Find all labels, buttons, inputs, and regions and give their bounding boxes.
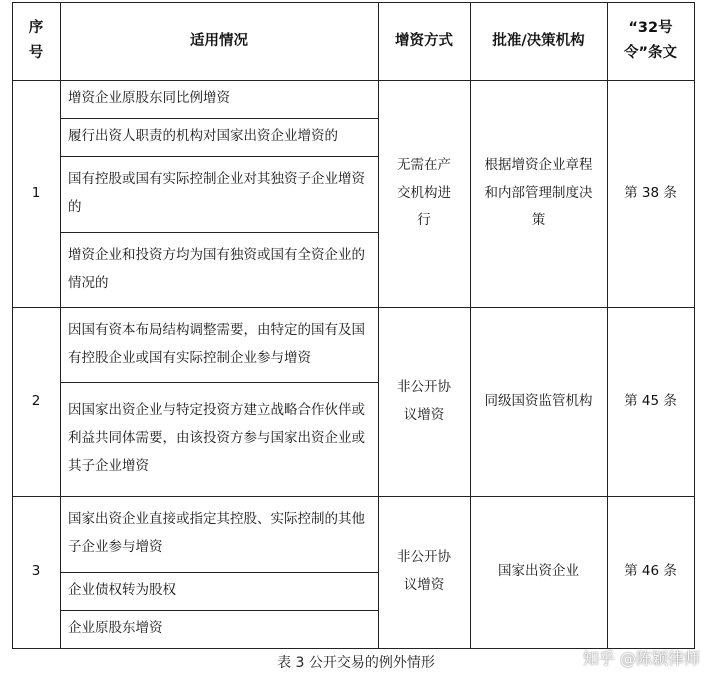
situation-item: 企业原股东增资 [68, 620, 163, 637]
row-number: 3 [31, 563, 41, 580]
situation-item: 增资企业原股东同比例增资 [68, 90, 230, 107]
article-cell: 第 45 条 [624, 392, 677, 409]
header-method: 增资方式 [395, 32, 453, 49]
header-situation: 适用情况 [190, 32, 248, 49]
table-rule [60, 156, 378, 157]
header-article: “32号令”条文 [623, 20, 678, 61]
table-rule [12, 80, 695, 81]
method-cell: 无需在产交机构进行 [397, 156, 451, 229]
table-rule [60, 572, 378, 573]
table-caption: 表 3 公开交易的例外情形 [277, 655, 435, 671]
approver-cell: 国家出资企业 [498, 563, 579, 580]
table-rule [12, 2, 695, 3]
table-rule [12, 307, 695, 308]
situation-item: 国有控股或国有实际控制企业对其独资子企业增资的 [68, 171, 365, 215]
article-cell: 第 38 条 [624, 184, 677, 201]
situation-item: 增资企业和投资方均为国有独资或国有全资企业的情况的 [68, 246, 365, 291]
table-rule [60, 2, 61, 649]
situation-item: 国家出资企业直接或指定其控股、实际控制的其他子企业参与增资 [68, 511, 365, 555]
situation-item: 因国家出资企业与特定投资方建立战略合作伙伴或利益共同体需要，由该投资方参与国家出资企业或其子企业增资 [68, 402, 365, 474]
situation-item: 企业债权转为股权 [68, 582, 176, 599]
approver-cell: 同级国资监管机构 [484, 392, 593, 409]
method-cell: 非公开协议增资 [397, 549, 451, 593]
row-number: 1 [31, 184, 41, 201]
table-rule [378, 2, 379, 649]
situation-item: 履行出资人职责的机构对国家出资企业增资的 [68, 128, 338, 145]
method-cell: 非公开协议增资 [397, 378, 451, 423]
table-rule [12, 2, 13, 649]
table-rule [12, 496, 695, 497]
header-seq: 序号 [28, 20, 44, 61]
table-rule [60, 610, 378, 611]
zhihu-watermark: 知乎 @陈颖律师 [582, 649, 700, 668]
table-rule [607, 2, 608, 649]
table-rule [60, 382, 378, 383]
table-rule [60, 118, 378, 119]
row-number: 2 [31, 392, 41, 409]
header-approver: 批准/决策机构 [492, 32, 585, 49]
table-rule [694, 2, 695, 649]
table-rule [60, 232, 378, 233]
approver-cell: 根据增资企业章程和内部管理制度决策 [484, 156, 593, 229]
table-rule [470, 2, 471, 649]
article-cell: 第 46 条 [624, 563, 677, 580]
situation-item: 因国有资本布局结构调整需要，由特定的国有及国有控股企业或国有实际控制企业参与增资 [68, 321, 365, 366]
